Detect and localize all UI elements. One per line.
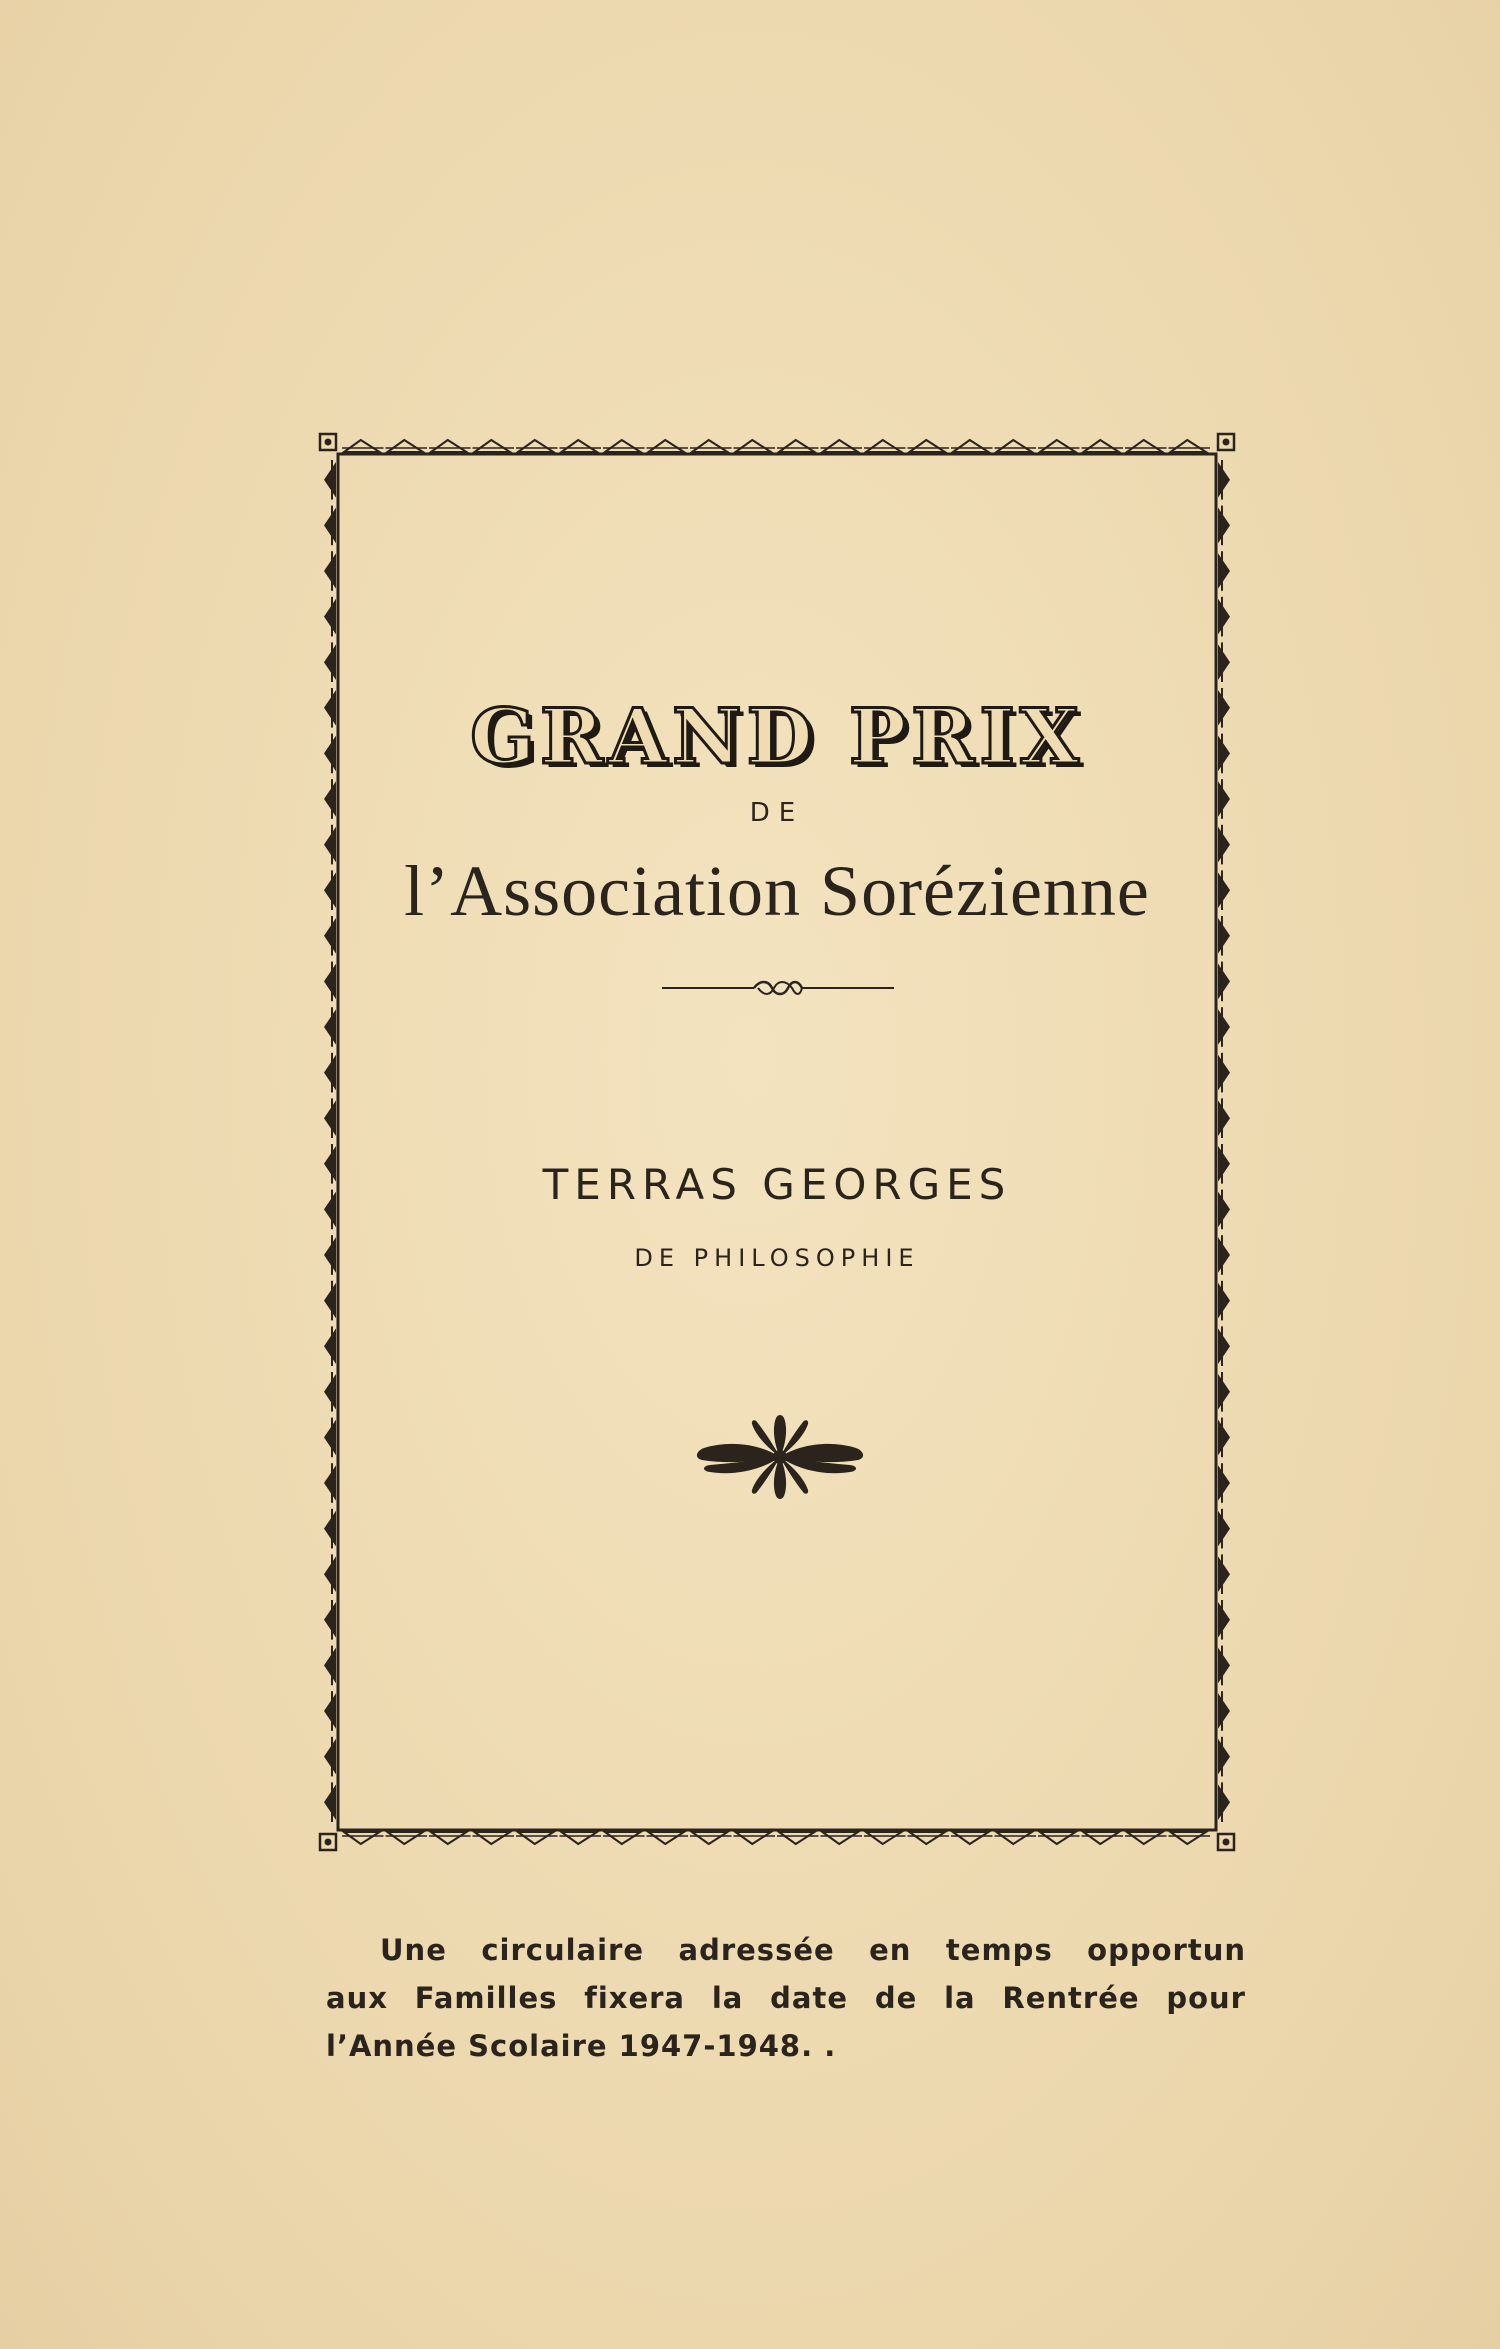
decorative-border	[318, 432, 1236, 1852]
triangle-border-icon	[318, 432, 1236, 1852]
notice-line-2: aux Familles fixera la date de la Rentrée pour	[326, 1981, 1246, 2015]
association-name: l’Association Sorézienne	[404, 851, 1150, 931]
page-title: GRAND PRIX	[470, 692, 1084, 781]
prize-subject: DE PHILOSOPHIE	[634, 1244, 920, 1272]
notice-line-3: l’Année Scolaire 1947-1948. .	[326, 2029, 837, 2063]
rentree-notice	[326, 1926, 1246, 2070]
knot-divider-icon	[662, 976, 894, 1000]
floral-ornament-icon	[690, 1414, 870, 1500]
title-connector: DE	[749, 798, 805, 828]
notice-line-1: Une circulaire adressée en temps opportun	[380, 1933, 1246, 1967]
laureate-name: TERRAS GEORGES	[542, 1160, 1012, 1209]
